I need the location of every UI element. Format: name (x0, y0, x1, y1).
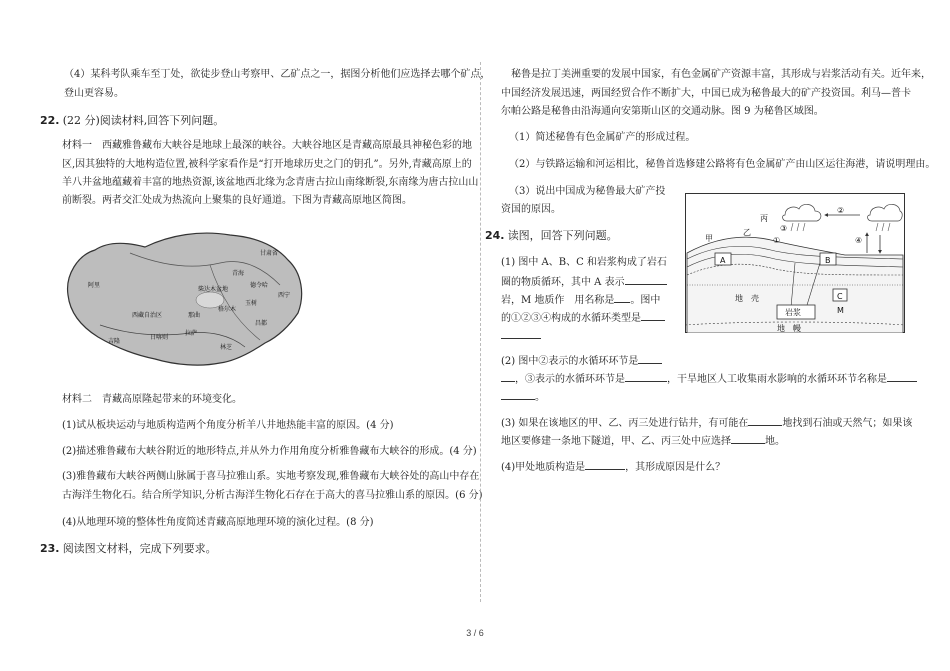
label-crust: 地 壳 (735, 294, 759, 303)
map-label-jilong: 吉隆 (108, 338, 121, 345)
answer-blank-structure[interactable] (585, 458, 625, 470)
label-n2: ② (837, 206, 845, 215)
q24-sub3-line2 (501, 432, 785, 450)
map-label-nyingchi: 林芝 (220, 344, 233, 351)
label-c: C (837, 292, 843, 301)
q22-material1-line1: 材料一 西藏雅鲁藏布大峡谷是地球上最深的峡谷。大峡谷地区是青藏高原最具神秘色彩的地 (62, 140, 472, 151)
q21-item4-line2: 登山更容易。 (64, 88, 124, 99)
q24-sub3-line1-text: (3) 如果在该地区的甲、乙、丙三处进行钻井，有可能在 (501, 418, 749, 429)
q23-intro: 阅读图文材料，完成下列要求。 (62, 542, 217, 555)
answer-blank-a[interactable] (625, 273, 667, 285)
map-label-golmud: 格尔木 (218, 306, 237, 313)
answer-blank-m[interactable] (614, 291, 630, 303)
column-divider (480, 62, 481, 602)
map-label-nagqu: 那曲 (188, 312, 201, 319)
label-jia: 甲 (705, 234, 713, 243)
q24-sub1-line4-text: 的①②③④构成的水循环类型是 (501, 313, 641, 324)
rock-water-cycle-diagram (685, 193, 905, 333)
q23-sub2: （2）与铁路运输和河运相比，秘鲁首选修建公路将有色金属矿产由山区运往海港，请说明理由。 (509, 159, 936, 170)
q24-sub1-line3-tail: 。图中 (630, 295, 661, 306)
q24-sub3-line1 (501, 414, 912, 432)
q24-sub2-line2-tail: ，干旱地区人工收集雨水影响的水循环环节名称是 (667, 374, 887, 385)
q24-sub1-line5 (501, 327, 541, 345)
q22-sub1: (1)试从板块运动与地质构造两个角度分析羊八井地热能丰富的原因。(4 分) (62, 420, 394, 431)
q22-material1-line3: 羊八井盆地蕴藏着丰富的地热资源,该盆地西北缘为念青唐古拉山南缘断裂,东南缘为唐古拉山山 (62, 177, 479, 188)
q22-sub3-line2: 古海洋生物化石。结合所学知识,分析古海洋生物化石存在于高大的喜马拉雅山系的原因。(6 分) (62, 490, 483, 501)
q22-material1-line2: 区,因其独特的大地构造位置,被科学家看作是“打开地球历史之门的钥孔”。另外,青藏高原上的 (62, 159, 472, 170)
q23-number: 23. (40, 542, 60, 555)
q24-sub3-line1-tail: 地找到石油或天然气；如果该 (782, 418, 913, 429)
q24-sub2-line2 (501, 370, 917, 388)
q24-sub4-tail: ，其形成原因是什么？ (625, 462, 726, 473)
q24-sub3-line2-tail: 地。 (765, 436, 785, 447)
q24-sub1-line3-text: 岩，M 地质作 用名称是 (501, 295, 615, 306)
q24-sub2-line1 (501, 352, 662, 370)
label-magma: 岩浆 (785, 308, 801, 317)
q21-item4-line1: （4）某科考队乘车至丁处，欲徒步登山考察甲、乙矿点之一，据图分析他们应选择去哪个矿点， (64, 69, 491, 80)
qinghai-tibet-map (60, 225, 310, 375)
q22-sub2: (2)描述雅鲁藏布大峡谷附近的地形特点,并从外力作用角度分析雅鲁藏布大峡谷的形成。(4 分) (62, 446, 477, 457)
q23-heading (40, 541, 217, 558)
label-b: B (825, 256, 831, 265)
q23-paragraph-line1: 秘鲁是拉丁美洲重要的发展中国家，有色金属矿产资源丰富，其形成与岩浆活动有关。近年来， (511, 69, 931, 80)
q24-intro: 读图，回答下列问题。 (507, 229, 618, 242)
q24-sub1-line1: (1) 图中 A、B、C 和岩浆构成了岩石 (501, 257, 667, 268)
answer-blank-cycle-type[interactable] (641, 309, 665, 321)
q24-sub4 (501, 458, 725, 476)
q22-sub3-line1: (3)雅鲁藏布大峡谷两侧山脉属于喜马拉雅山系。实地考察发现,雅鲁藏布大峡谷处的高山中存在 (62, 471, 480, 482)
q24-sub4-text: (4)甲处地质构造是 (501, 462, 586, 473)
map-label-xining: 西宁 (278, 292, 291, 299)
answer-blank-2[interactable] (638, 352, 662, 364)
q24-sub1-line2-text: 圈的物质循环，其中 A 表示 (501, 277, 625, 288)
map-label-qaidam: 柴达木盆地 (198, 286, 229, 293)
q23-paragraph-line2: 中国经济发展迅速，两国经贸合作不断扩大，中国已成为秘鲁最大的矿产投资国。利马—普卡 (501, 88, 911, 99)
answer-blank-cycle-type-cont[interactable] (501, 327, 541, 339)
q24-sub2-line1-text: (2) 图中②表示的水循环环节是 (501, 356, 639, 367)
answer-blank-tunnel[interactable] (731, 432, 765, 444)
q22-material2: 材料二 青藏高原隆起带来的环境变化。 (62, 394, 242, 405)
q24-heading (485, 228, 618, 245)
answer-blank-rainwater[interactable] (887, 370, 917, 382)
q24-sub2-line2-text: ，③表示的水循环环节是 (515, 374, 625, 385)
label-mantle: 地 幔 (777, 324, 801, 333)
map-label-tibet: 西藏自治区 (132, 312, 163, 319)
answer-blank-2-cont[interactable] (501, 370, 515, 382)
q24-sub2-line3-text: 。 (535, 392, 545, 403)
q24-number: 24. (485, 229, 505, 242)
q22-intro: (22 分)阅读材料,回答下列问题。 (62, 114, 225, 127)
label-n3: ③ (780, 224, 788, 233)
map-label-lhasa: 拉萨 (185, 330, 198, 337)
q24-sub3-line2-text: 地区要修建一条地下隧道，甲、乙、丙三处中应选择 (501, 436, 731, 447)
answer-blank-3[interactable] (625, 370, 667, 382)
q23-sub3-line2: 资国的原因。 (501, 204, 561, 215)
label-m: M (837, 306, 844, 315)
answer-blank-rainwater-cont[interactable] (501, 388, 535, 400)
q22-sub4: (4)从地理环境的整体性角度简述青藏高原地理环境的演化过程。(8 分) (62, 517, 374, 528)
label-n1: ① (773, 236, 781, 245)
map-label-yushu: 玉树 (245, 300, 258, 307)
q22-heading (40, 113, 224, 130)
q24-sub1-line4 (501, 309, 665, 327)
q23-sub3-line1: （3）说出中国成为秘鲁最大矿产投 (509, 186, 666, 197)
q24-sub2-line3 (501, 388, 545, 406)
answer-blank-oil[interactable] (748, 414, 782, 426)
map-label-gansu: 甘肃省 (260, 250, 279, 257)
q23-paragraph-line3: 尔帕公路是秘鲁由沿海通向安第斯山区的交通动脉。图 9 为秘鲁区域图。 (501, 106, 824, 117)
page-number: 3 / 6 (466, 628, 484, 638)
q24-sub1-line2 (501, 273, 667, 291)
label-a: A (720, 256, 726, 265)
map-label-qinghai: 青海 (232, 270, 245, 277)
q23-sub1: （1）简述秘鲁有色金属矿产的形成过程。 (509, 132, 696, 143)
map-label-qamdo: 昌都 (255, 320, 268, 327)
label-n4: ④ (855, 236, 863, 245)
label-bing: 丙 (760, 214, 768, 223)
q24-sub1-line3 (501, 291, 660, 309)
label-yi: 乙 (743, 228, 751, 237)
q22-number: 22. (40, 114, 60, 127)
map-label-shigatse: 日喀则 (150, 334, 169, 341)
map-label-delingha: 德令哈 (250, 282, 269, 289)
q22-material1-line4: 前断裂。两者交汇处成为热流向上聚集的良好通道。下图为青藏高原地区简图。 (62, 195, 412, 206)
map-label-ngari: 阿里 (88, 282, 101, 289)
